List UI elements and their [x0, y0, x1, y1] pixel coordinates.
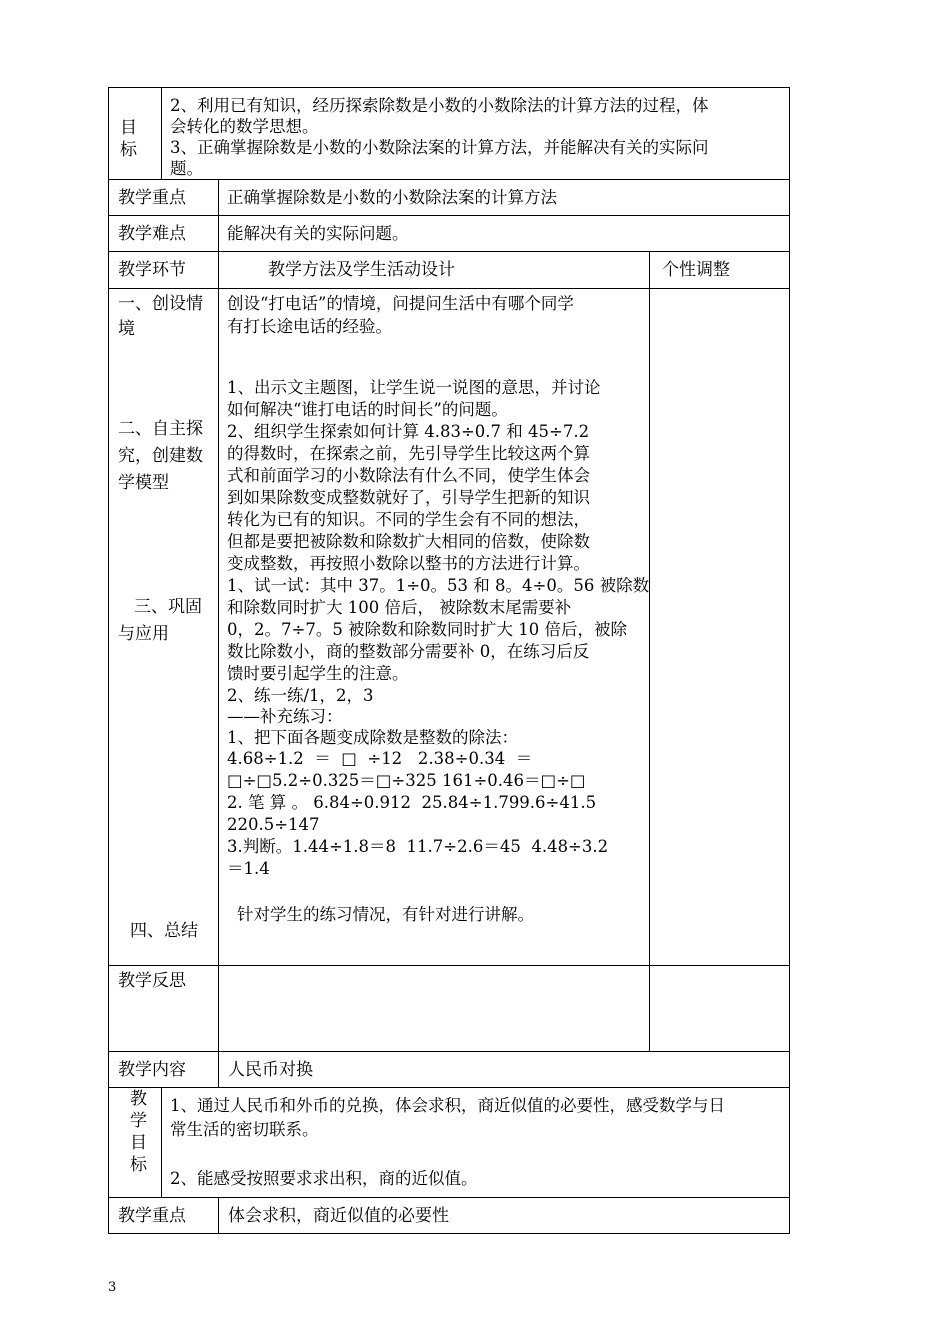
- method-line: 2. 笔 算 。 6.84÷0.912 25.84÷1.799.6÷41.5: [227, 793, 597, 812]
- goal-line: 3、正确掌握除数是小数的小数除法案的计算方法，并能解决有关的实际问: [170, 138, 709, 157]
- stage-label: 与应用: [118, 624, 169, 644]
- header-adjustment: 个性调整: [662, 260, 730, 280]
- table-border-top: [108, 87, 790, 88]
- method-line: ＝1.4: [227, 859, 270, 878]
- method-line: 的得数时，在探索之前，先引导学生比较这两个算: [227, 444, 590, 463]
- method-line: 4.68÷1.2 ＝ □ ÷12 2.38÷0.34 ＝: [227, 749, 533, 768]
- header-method: 教学方法及学生活动设计: [268, 260, 455, 280]
- goal-label-divider: [161, 1087, 162, 1197]
- row-divider: [108, 1051, 790, 1052]
- key-point-label: 教学重点: [118, 1206, 186, 1226]
- method-line: ——补充练习：: [227, 707, 343, 726]
- row-divider: [108, 251, 790, 252]
- method-line: 1、出示文主题图，让学生说一说图的意思，并讨论: [227, 378, 601, 397]
- goal-line: 2、能感受按照要求求出积，商的近似值。: [170, 1169, 478, 1188]
- method-line: 变成整数，再按照小数除以整书的方法进行计算。: [227, 554, 590, 573]
- row-divider: [108, 215, 790, 216]
- stage-label: 四、总结: [130, 921, 198, 941]
- method-line: 创设“打电话”的情境，问提问生活中有哪个同学: [227, 294, 574, 313]
- stage-label: 二、自主探: [118, 419, 203, 439]
- reflection-label: 教学反思: [118, 971, 186, 991]
- method-line: 如何解决“谁打电话的时间长”的问题。: [227, 400, 508, 419]
- method-line: 和除数同时扩大 100 倍后， 被除数末尾需要补: [227, 598, 572, 617]
- stage-label: 三、巩固: [134, 597, 202, 617]
- goal-label-char: 标: [120, 140, 137, 160]
- header-stage: 教学环节: [118, 260, 186, 280]
- column-divider: [218, 179, 219, 1087]
- column-divider: [218, 1197, 219, 1233]
- goal-label-char: 学: [130, 1111, 147, 1131]
- method-line: 1、试一试：其中 37。1÷0。53 和 8。4÷0。56 被除数: [227, 576, 650, 595]
- summary-text: 针对学生的练习情况，有针对进行讲解。: [237, 905, 534, 924]
- goal-line: 会转化的数学思想。: [170, 117, 319, 136]
- content-label: 教学内容: [118, 1060, 186, 1080]
- row-divider: [108, 1087, 790, 1088]
- goal-label-char: 目: [130, 1133, 147, 1153]
- key-point-text: 正确掌握除数是小数的小数除法案的计算方法: [227, 188, 557, 207]
- column-divider: [649, 251, 650, 1051]
- stage-label: 究，创建数: [118, 446, 203, 466]
- content-text: 人民币对换: [228, 1060, 313, 1080]
- method-line: 但都是要把被除数和除数扩大相同的倍数，使除数: [227, 532, 590, 551]
- method-line: 220.5÷147: [227, 815, 320, 834]
- method-line: 3.判断。1.44÷1.8＝8 11.7÷2.6＝45 4.48÷3.2: [227, 837, 609, 856]
- stage-label: 境: [118, 319, 135, 339]
- method-line: 转化为已有的知识。不同的学生会有不同的想法，: [227, 510, 590, 529]
- stage-label: 学模型: [118, 473, 169, 493]
- method-line: □÷□5.2÷0.325＝□÷325 161÷0.46＝□÷□: [227, 771, 586, 790]
- method-line: 有打长途电话的经验。: [227, 317, 392, 336]
- goal-label-divider: [161, 87, 162, 179]
- page-number: 3: [108, 1280, 117, 1295]
- table-border-right: [789, 87, 790, 1234]
- difficulty-label: 教学难点: [118, 224, 186, 244]
- method-line: 2、练一练/1，2，3: [227, 686, 374, 705]
- method-line: 1、把下面各题变成除数是整数的除法：: [227, 728, 518, 747]
- goal-label-char: 教: [130, 1089, 147, 1109]
- method-line: 数比除数小，商的整数部分需要补 0，在练习后反: [227, 642, 590, 661]
- stage-label: 一、创设情: [118, 294, 203, 314]
- difficulty-text: 能解决有关的实际问题。: [227, 224, 409, 243]
- method-line: 式和前面学习的小数除法有什么不同，使学生体会: [227, 466, 590, 485]
- method-line: 馈时要引起学生的注意。: [227, 664, 409, 683]
- row-divider: [108, 288, 790, 289]
- method-line: 到如果除数变成整数就好了，引导学生把新的知识: [227, 488, 590, 507]
- goal-line: 题。: [170, 159, 203, 178]
- row-divider: [108, 1197, 790, 1198]
- goal-line: 常生活的密切联系。: [170, 1120, 319, 1139]
- table-border-left: [108, 87, 109, 1234]
- goal-label-char: 目: [120, 118, 137, 138]
- key-point-text: 体会求积，商近似值的必要性: [228, 1206, 449, 1226]
- row-divider: [108, 179, 790, 180]
- goal-line: 2、利用已有知识，经历探索除数是小数的小数除法的计算方法的过程，体: [170, 96, 709, 115]
- table-border-bottom: [108, 1233, 790, 1234]
- method-line: 2、组织学生探索如何计算 4.83÷0.7 和 45÷7.2: [227, 422, 590, 441]
- goal-line: 1、通过人民币和外币的兑换，体会求积，商近似值的必要性，感受数学与日: [170, 1096, 725, 1115]
- row-divider: [108, 965, 790, 966]
- key-point-label: 教学重点: [118, 188, 186, 208]
- goal-label-char: 标: [130, 1155, 147, 1175]
- method-line: 0，2。7÷7。5 被除数和除数同时扩大 10 倍后，被除: [227, 620, 628, 639]
